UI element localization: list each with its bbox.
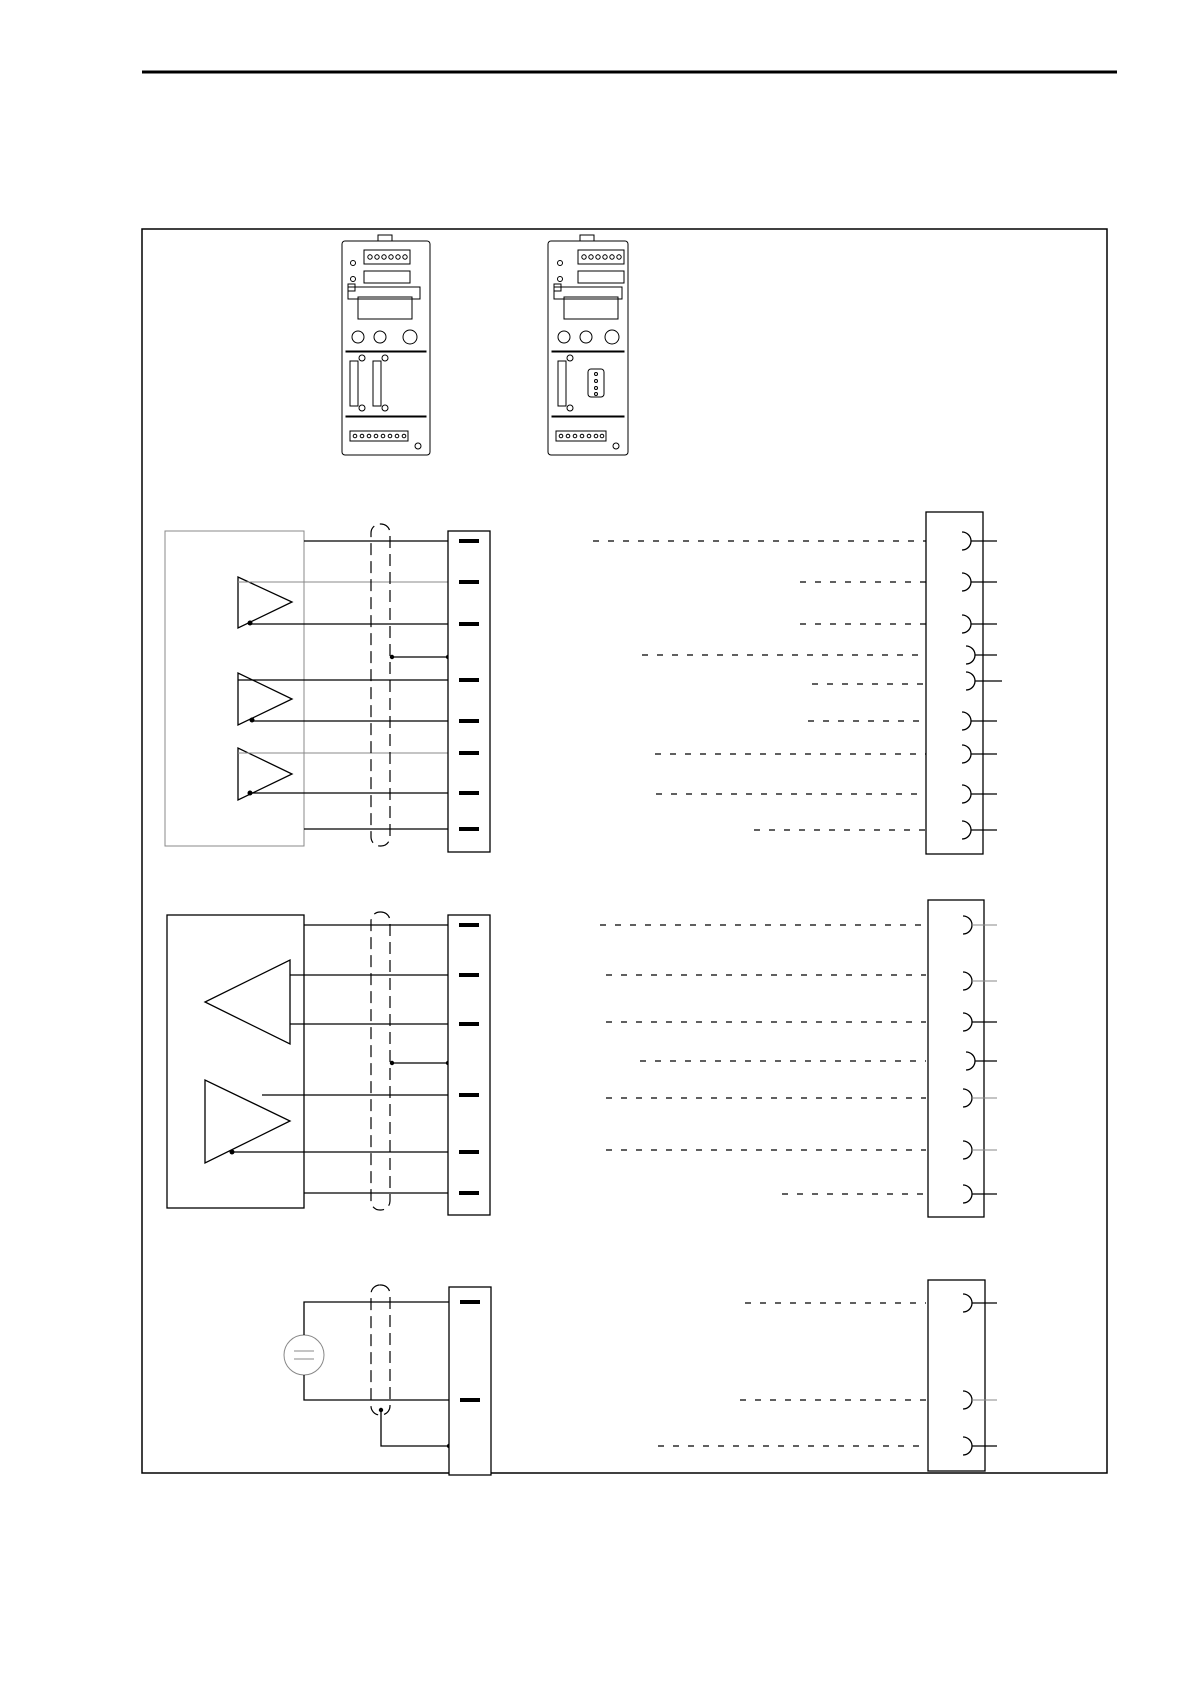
terminal-strip [448, 915, 490, 1215]
device-module-a [342, 235, 430, 455]
terminal-strip [448, 531, 490, 852]
terminal-strip [449, 1287, 491, 1475]
amplifier-symbol [238, 673, 292, 725]
shielded-cable [371, 912, 390, 1210]
amplifier-symbol [205, 1080, 290, 1163]
connector-block [928, 1280, 985, 1471]
device-module-b [548, 235, 628, 455]
amplifier-symbol [238, 577, 292, 628]
sensor-enclosure [165, 531, 304, 846]
shielded-cable [371, 524, 390, 846]
source-symbol [284, 1335, 324, 1375]
shielded-cable [371, 1285, 390, 1415]
sensor-enclosure [167, 915, 304, 1208]
amplifier-symbol [238, 748, 292, 800]
connector-block [928, 900, 984, 1217]
wiring-group-2 [167, 900, 997, 1217]
wiring-group-1 [165, 512, 1002, 854]
amplifier-symbol [205, 960, 290, 1044]
wiring-group-3 [284, 1280, 997, 1475]
